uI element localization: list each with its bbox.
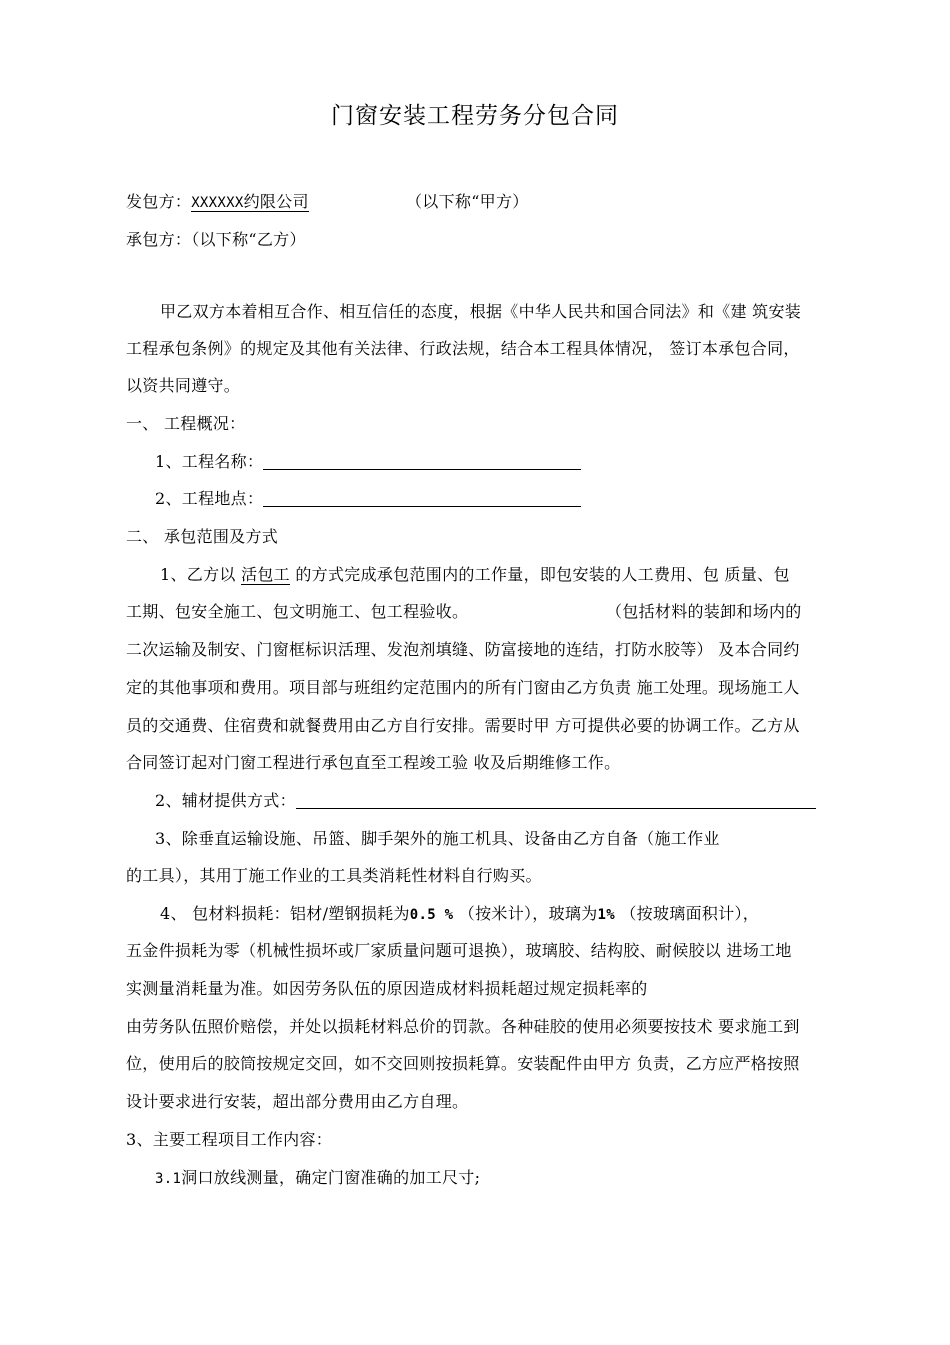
material-loss-line: 五金件损耗为零（机械性损坏或厂家质量问题可退换），玻璃胶、结构胶、耐候胶以 进场工地 bbox=[126, 941, 792, 960]
contract-method: 活包工 bbox=[241, 565, 290, 584]
material-loss-line: 由劳务队伍照价赔偿，并处以损耗材料总价的罚款。各种硅胶的使用必须要按技术 要求施工到 bbox=[126, 1017, 800, 1036]
material-loss-line: 4、 包材料损耗：铝材/塑钢损耗为0.5 % （按米计），玻璃为1% （按玻璃面积计）， bbox=[160, 904, 760, 923]
material-loss-line: 设计要求进行安装，超出部分费用由乙方自理。 bbox=[126, 1092, 469, 1111]
equipment-line: 3、除垂直运输设施、吊篮、脚手架外的施工机具、设备由乙方自备（施工作业 bbox=[155, 829, 720, 848]
party-b-line: 承包方：（以下称“乙方） bbox=[126, 230, 306, 249]
project-location-item: 2、工程地点： bbox=[155, 489, 581, 509]
material-loss-line: 位，使用后的胶筒按规定交回，如不交回则按损耗算。安装配件由甲方 负责，乙方应严格按照 bbox=[126, 1054, 800, 1073]
scope-line: 二次运输及制安、门窗框标识活理、发泡剂填缝、防富接地的连结，打防水胶等） 及本合同约 bbox=[126, 640, 800, 659]
preamble-line: 工程承包条例》的规定及其他有关法律、行政法规，结合本工程具体情况， 签订本承包合同， bbox=[126, 339, 800, 358]
party-a-line bbox=[126, 192, 309, 213]
project-name-blank bbox=[263, 453, 581, 470]
material-loss-line: 实测量消耗量为准。如因劳务队伍的原因造成材料损耗超过规定损耗率的 bbox=[126, 979, 648, 998]
party-a-alias: （以下称“甲方） bbox=[406, 192, 529, 211]
work-item: 3.1洞口放线测量，确定门窗准确的加工尺寸; bbox=[155, 1168, 481, 1187]
scope-line: 工期、包安全施工、包文明施工、包工程验收。 bbox=[126, 602, 469, 621]
project-name-item: 1、工程名称： bbox=[155, 452, 581, 472]
scope-line: 1、乙方以 活包工 的方式完成承包范围内的工作量，即包安装的人工费用、包 质量、包 bbox=[160, 565, 790, 584]
section-heading: 一、 工程概况： bbox=[126, 414, 246, 433]
scope-line: （包括材料的装卸和场内的 bbox=[606, 602, 802, 621]
preamble-line: 以资共同遵守。 bbox=[126, 376, 241, 395]
preamble-line: 甲乙双方本着相互合作、相互信任的态度，根据《中华人民共和国合同法》和《建 筑安装 bbox=[160, 302, 802, 321]
scope-line: 员的交通费、住宿费和就餐费用由乙方自行安排。需要时甲 方可提供必要的协调工作。乙方从 bbox=[126, 716, 800, 735]
scope-line: 合同签订起对门窗工程进行承包直至工程竣工验 收及后期维修工作。 bbox=[126, 753, 621, 772]
section-heading: 3、主要工程项目工作内容： bbox=[126, 1130, 333, 1149]
auxiliary-material-item: 2、辅材提供方式： bbox=[155, 791, 816, 811]
auxiliary-material-blank bbox=[296, 792, 816, 809]
equipment-line: 的工具），其用丁施工作业的工具类消耗性材料自行购买。 bbox=[126, 866, 542, 885]
scope-line: 定的其他事项和费用。项目部与班组约定范围内的所有门窗由乙方负责 施工处理。现场施工人 bbox=[126, 678, 800, 697]
party-a-name: XXXXXX约限公司 bbox=[191, 192, 309, 211]
project-location-blank bbox=[263, 490, 581, 507]
section-heading: 二、 承包范围及方式 bbox=[126, 527, 279, 546]
party-a-label: 发包方： bbox=[126, 192, 192, 211]
document-title: 门窗安装工程劳务分包合同 bbox=[331, 103, 619, 129]
